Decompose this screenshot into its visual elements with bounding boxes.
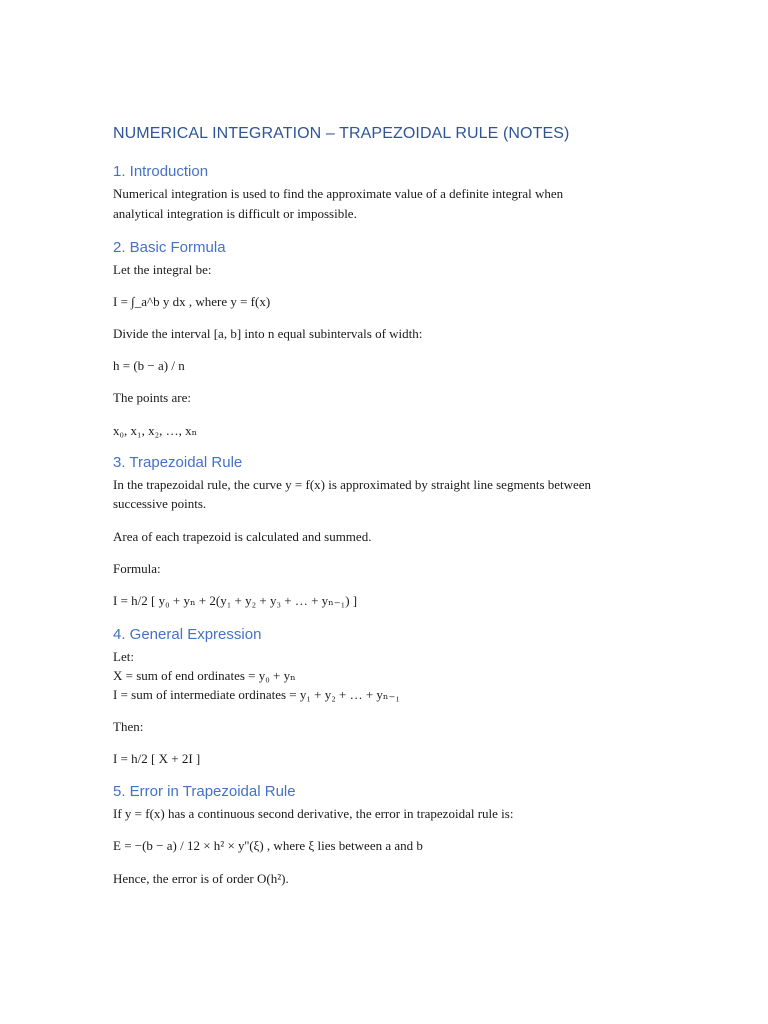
- section-heading-general-expression: 4. General Expression: [113, 626, 262, 643]
- paragraph-text: In the trapezoidal rule, the curve y = f(x) is approximated by straight line segments between: [113, 477, 592, 492]
- formula-text: E = −(b − a) / 12 × h² × y''(ξ) , where ξ lies between a and b: [113, 838, 423, 853]
- paragraph-text: Formula:: [113, 561, 161, 576]
- section-heading-error: 5. Error in Trapezoidal Rule: [113, 783, 296, 800]
- formula-text: I = h/2 [ y₀ + yₙ + 2(y₁ + y₂ + y₃ + … + yₙ₋₁) ]: [113, 593, 358, 608]
- formula-text: I = ∫_a^b y dx , where y = f(x): [113, 294, 271, 309]
- paragraph-text: If y = f(x) has a continuous second derivative, the error in trapezoidal rule is:: [113, 806, 514, 821]
- paragraph-text: The points are:: [113, 390, 191, 405]
- section-heading-introduction: 1. Introduction: [113, 163, 209, 180]
- section-heading-basic-formula: 2. Basic Formula: [113, 239, 226, 256]
- paragraph-text: Area of each trapezoid is calculated and summed.: [113, 529, 372, 544]
- formula-text: x₀, x₁, x₂, …, xₙ: [113, 423, 198, 438]
- formula-text: I = h/2 [ X + 2I ]: [113, 751, 201, 766]
- paragraph-text: Let:: [113, 649, 134, 664]
- paragraph-text: successive points.: [113, 496, 207, 511]
- paragraph-text: analytical integration is difficult or impossible.: [113, 206, 357, 221]
- paragraph-text: Then:: [113, 719, 144, 734]
- document-title: NUMERICAL INTEGRATION – TRAPEZOIDAL RULE (NOTES): [113, 125, 570, 142]
- paragraph-text: Let the integral be:: [113, 262, 212, 277]
- formula-text: X = sum of end ordinates = y₀ + yₙ: [113, 668, 296, 683]
- paragraph-text: Hence, the error is of order O(h²).: [113, 871, 289, 886]
- paragraph-text: Divide the interval [a, b] into n equal subintervals of width:: [113, 326, 423, 341]
- formula-text: h = (b − a) / n: [113, 358, 185, 373]
- section-heading-trapezoidal-rule: 3. Trapezoidal Rule: [113, 454, 243, 471]
- paragraph-text: Numerical integration is used to find the approximate value of a definite integral when: [113, 186, 564, 201]
- formula-text: I = sum of intermediate ordinates = y₁ + y₂ + … + yₙ₋₁: [113, 687, 400, 702]
